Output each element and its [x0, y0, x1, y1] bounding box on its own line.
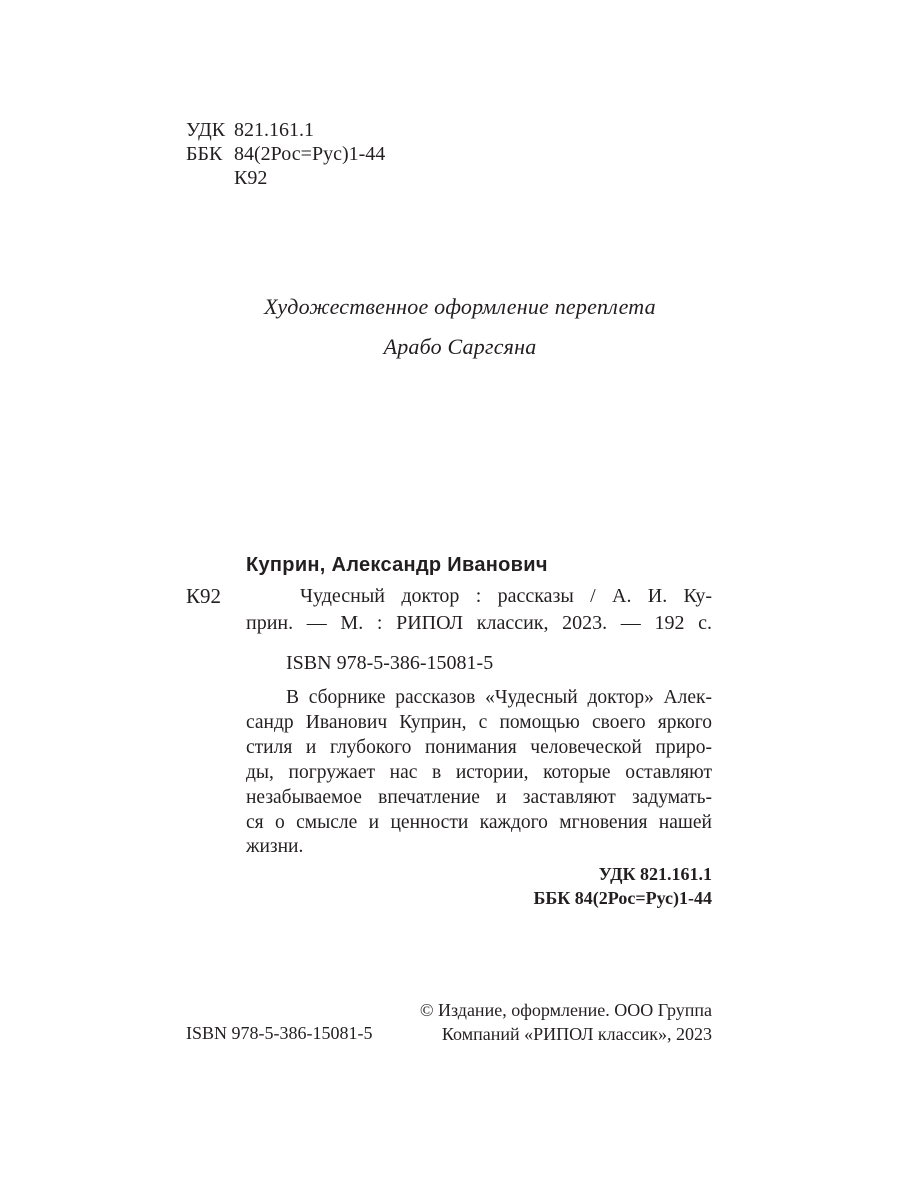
- entry-title-line-1: Чудесный доктор : рассказы / А. И. Ку-: [300, 585, 712, 607]
- annotation-line: жизни.: [246, 836, 304, 857]
- credit-line-1: Художественное оформление переплета: [264, 294, 656, 319]
- annotation-line: В сборнике рассказов «Чудесный доктор» Алек-: [286, 687, 712, 708]
- annotation-line: ды, погружает нас в истории, которые оставляют: [246, 762, 712, 783]
- entry-isbn: ISBN 978-5-386-15081-5: [286, 652, 494, 674]
- author-mark: К92: [234, 167, 268, 189]
- annotation-line: стиля и глубокого понимания человеческой приро-: [246, 737, 712, 758]
- entry-title-line-2: прин. — М. : РИПОЛ классик, 2023. — 192 с.: [246, 612, 712, 634]
- udk-value: 821.161.1: [234, 119, 314, 141]
- annotation-line: ся о смысле и ценности каждого мгновения нашей: [246, 812, 712, 833]
- copyright-line-2: Компаний «РИПОЛ классик», 2023: [441, 1024, 712, 1044]
- udk-code: УДК 821.161.1: [598, 864, 712, 884]
- entry-author: Куприн, Александр Иванович: [246, 554, 548, 576]
- bbk-code: ББК 84(2Рос=Рус)1-44: [533, 888, 712, 908]
- credit-line-2: Арабо Саргсяна: [383, 334, 537, 359]
- annotation-line: незабываемое впечатление и заставляют задумать-: [246, 787, 712, 808]
- copyright-line-1: © Издание, оформление. ООО Группа: [419, 1000, 712, 1020]
- bbk-label: ББК: [186, 143, 223, 165]
- bbk-value: 84(2Рос=Рус)1-44: [234, 143, 386, 165]
- entry-code: К92: [186, 584, 222, 608]
- footer-isbn: ISBN 978-5-386-15081-5: [186, 1023, 373, 1043]
- udk-label: УДК: [186, 119, 226, 141]
- annotation-line: сандр Иванович Куприн, с помощью своего яркого: [246, 712, 712, 733]
